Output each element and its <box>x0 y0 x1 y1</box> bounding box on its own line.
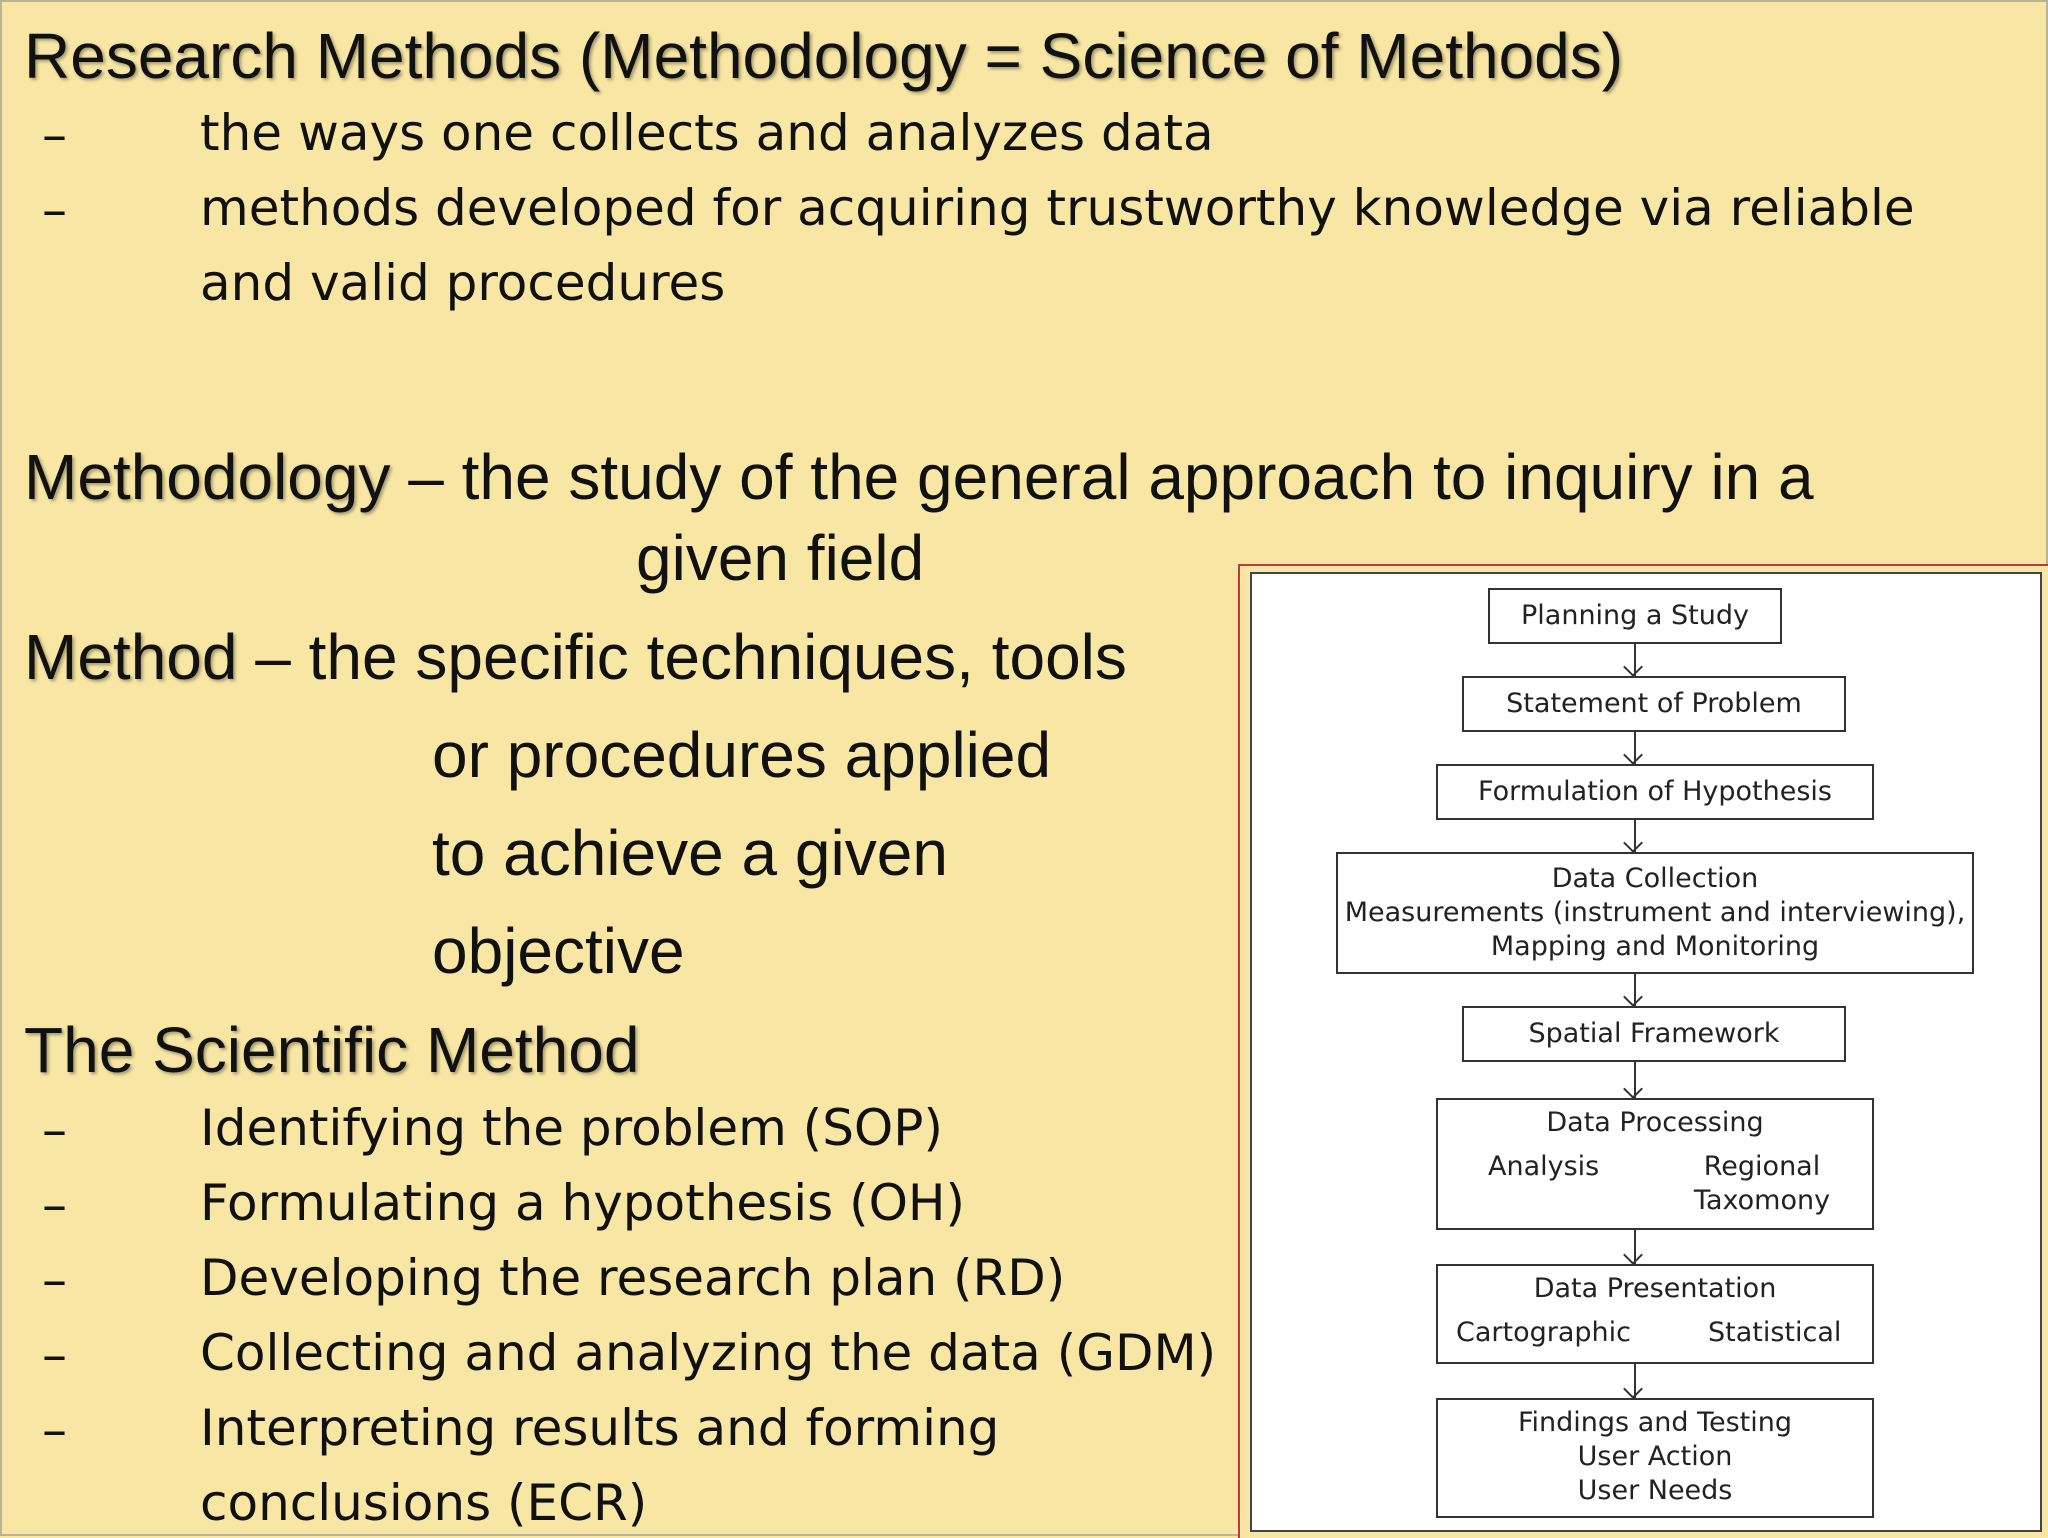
flow-box-planning <box>1488 588 1782 644</box>
flow-label: Planning a Study <box>1521 600 1749 631</box>
flow-box-data-presentation <box>1436 1264 1874 1364</box>
flow-box-formulation <box>1436 764 1874 820</box>
step-5-line-1: Interpreting results and forming <box>200 1399 1000 1457</box>
flow-arrow <box>1634 644 1636 676</box>
flow-label: Cartographic <box>1456 1317 1631 1348</box>
research-bullet-2-line-2: and valid procedures <box>200 254 726 312</box>
flow-label: Findings and Testing <box>1517 1407 1793 1438</box>
flow-label: Measurements (instrument and interviewing), <box>1344 897 1966 928</box>
flow-label: User Needs <box>1577 1475 1733 1506</box>
flow-box-data-collection <box>1336 852 1974 974</box>
flow-arrow <box>1634 732 1636 764</box>
flow-box-spatial <box>1462 1006 1846 1062</box>
step-1: Identifying the problem (SOP) <box>200 1099 943 1157</box>
method-term: Method <box>24 621 238 693</box>
slide-title: Research Methods (Methodology = Science of Methods) <box>24 20 1624 92</box>
flow-arrow <box>1634 1364 1636 1398</box>
flow-box-findings <box>1436 1398 1874 1518</box>
method-def-line-3: to achieve a given <box>432 817 948 889</box>
flowchart-panel <box>1250 572 2042 1532</box>
flow-arrow <box>1634 1062 1636 1098</box>
step-5-line-2: conclusions (ECR) <box>200 1474 648 1532</box>
methodology-definition <box>24 441 1814 513</box>
flow-box-data-processing <box>1436 1098 1874 1230</box>
flow-label: Regional <box>1703 1151 1821 1182</box>
bullet-dash: – <box>42 1326 67 1384</box>
bullet-dash: – <box>42 1101 67 1159</box>
flow-label: Analysis <box>1488 1151 1600 1182</box>
scientific-method-heading: The Scientific Method <box>24 1014 640 1086</box>
flow-arrow <box>1634 974 1636 1006</box>
flow-label: Mapping and Monitoring <box>1490 931 1820 962</box>
flow-box-statement <box>1462 676 1846 732</box>
step-2: Formulating a hypothesis (OH) <box>200 1174 966 1232</box>
method-def-line-1: – the specific techniques, tools <box>237 621 1127 693</box>
research-bullet-2-line-1: methods developed for acquiring trustworthy knowledge via reliable <box>200 179 1915 237</box>
method-def-line-4: objective <box>432 915 685 987</box>
bullet-dash: – <box>42 1176 67 1234</box>
bullet-dash: – <box>42 1401 67 1459</box>
flow-label: Data Collection <box>1551 863 1759 894</box>
methodology-term: Methodology <box>24 441 391 513</box>
flow-arrow <box>1634 1230 1636 1264</box>
flow-label: Spatial Framework <box>1528 1018 1780 1049</box>
bullet-dash: – <box>42 181 67 239</box>
flow-label: Data Processing <box>1546 1107 1764 1138</box>
step-3: Developing the research plan (RD) <box>200 1249 1066 1307</box>
step-4: Collecting and analyzing the data (GDM) <box>200 1324 1217 1382</box>
flow-label: Statistical <box>1708 1317 1842 1348</box>
flow-label: Formulation of Hypothesis <box>1478 776 1832 807</box>
flow-label: Taxomony <box>1693 1185 1831 1216</box>
flow-arrow <box>1634 820 1636 852</box>
methodology-def-line-1: – the study of the general approach to inquiry in a <box>390 441 1814 513</box>
flow-label: Data Presentation <box>1533 1273 1777 1304</box>
research-bullet-1: the ways one collects and analyzes data <box>200 104 1214 162</box>
flow-label: Statement of Problem <box>1506 688 1802 719</box>
bullet-dash: – <box>42 106 67 164</box>
bullet-dash: – <box>42 1251 67 1309</box>
method-definition <box>24 621 1127 693</box>
methodology-def-line-2: given field <box>636 522 925 594</box>
flow-label: User Action <box>1577 1441 1733 1472</box>
method-def-line-2: or procedures applied <box>432 719 1052 791</box>
